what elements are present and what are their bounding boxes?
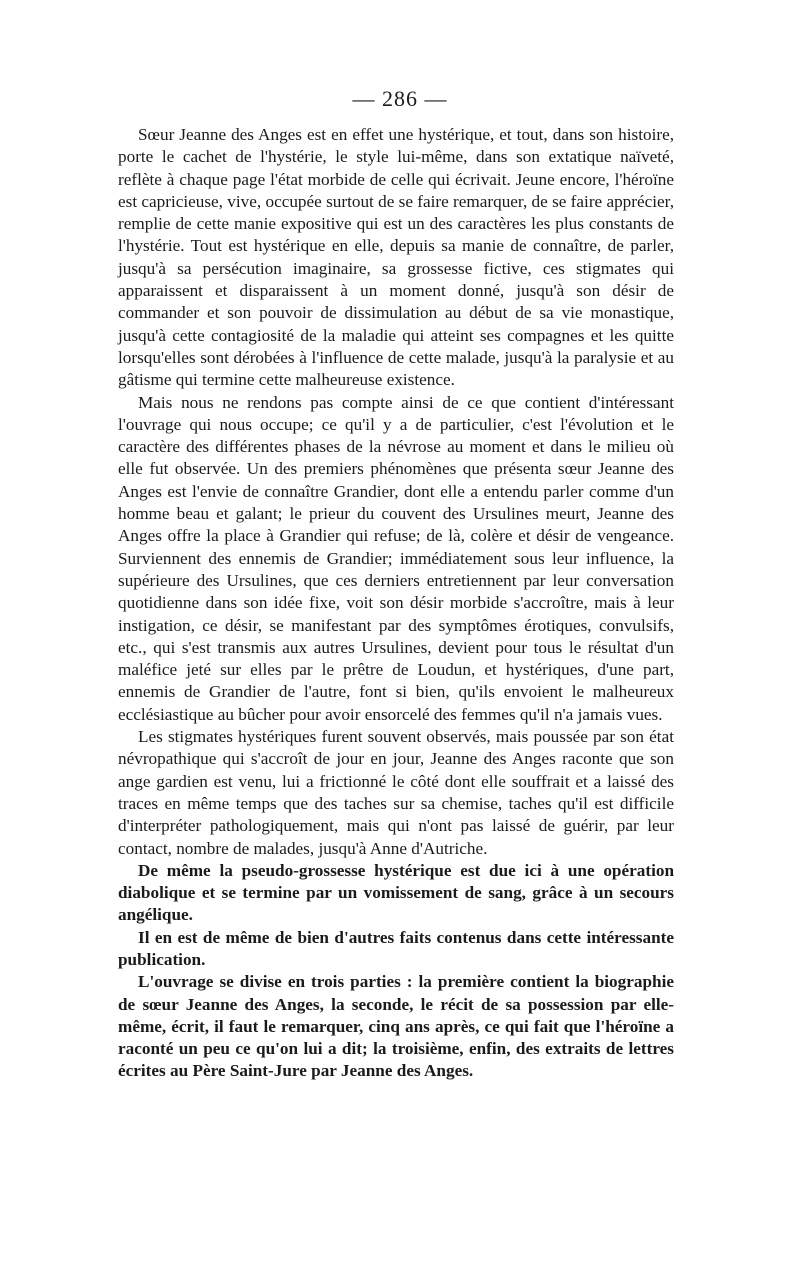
paragraph-3: Les stigmates hystériques furent souvent observés, mais poussée par son état névropathique qui s'accroît de jour en jour, Jeanne des Anges raconte que son ange gardien est venu, lui a frictionné le côté dont elle souffrait et a laissé des traces en même temps que des taches sur sa chemise, taches qu'il est difficile d'interpréter pathologiquement, mais qui n'ont pas laissé de guérir, par leur contact, nombre de malades, jusqu'à Anne d'Autriche. — [118, 727, 674, 858]
paragraph-2: Mais nous ne rendons pas compte ainsi de ce que contient d'intéressant l'ouvrage qui nous occupe; ce qu'il y a de particulier, c'est l'évolution et le caractère des différentes phases de la névrose au moment et dans le milieu où elle fut observée. Un des premiers phénomènes que présenta sœur Jeanne des Anges est l'envie de connaître Grandier, dont elle a entendu parler comme d'un homme beau et galant; le prieur du couvent des Ursulines meurt, Jeanne des Anges offre la place à Grandier qui refuse; de là, colère et désir de vengeance. Surviennent des ennemis de Grandier; immédiatement sous leur influence, la supérieure des Ursulines, que ces derniers entretiennent par leur conversation quotidienne dans son idée fixe, voit son désir morbide s'accroître, mais à leur instigation, ce désir, se manifestant par des symptômes érotiques, convulsifs, etc., qui s'est transmis aux autres Ursulines, devient pour tous le résultat d'un maléfice jeté sur elles par le prêtre de Loudun, et hystériques, d'une part, ennemis de Grandier de l'autre, font si bien, qu'ils envoient le malheureux ecclésiastique au bûcher pour avoir ensorcelé des femmes qu'il n'a jamais vues. — [118, 392, 674, 724]
paragraph-5: Il en est de même de bien d'autres faits contenus dans cette intéressante publication. — [118, 927, 674, 969]
body-text — [118, 124, 674, 1083]
paragraph-4: De même la pseudo-grossesse hystérique est due ici à une opération diabolique et se termine par un vomissement de sang, grâce à un secours angélique. — [118, 860, 674, 925]
page-number: — 286 — — [352, 86, 448, 111]
paragraph-6: L'ouvrage se divise en trois parties : la première contient la biographie de sœur Jeanne des Anges, la seconde, le récit de sa possession par elle-même, écrit, il faut le remarquer, cinq ans après, ce qui fait que l'héroïne a raconté un peu ce qu'on lui a dit; la troisième, enfin, des extraits de lettres écrites au Père Saint-Jure par Jeanne des Anges. — [118, 972, 674, 1081]
paragraph-1: Sœur Jeanne des Anges est en effet une hystérique, et tout, dans son histoire, porte le cachet de l'hystérie, le style lui-même, dans son extatique naïveté, reflète à chaque page l'état morbide de celle qui écrivait. Jeune encore, l'héroïne est capricieuse, vive, occupée surtout de se faire remarquer, de se faire apprécier, remplie de cette manie expositive qui est un des caractères les plus constants de l'hystérie. Tout est hystérique en elle, depuis sa manie de connaître, de parler, jusqu'à sa persécution imaginaire, sa grossesse fictive, ces stigmates qui apparaissent et disparaissent à un moment donné, jusqu'à son désir de commander et son pouvoir de dissimulation au début de sa vie monastique, jusqu'à cette contagiosité de la maladie qui atteint ses compagnes et les quitte lorsqu'elles sont dérobées à l'influence de cette malade, jusqu'à la paralysie et au gâtisme qui termine cette malheureuse existence. — [118, 125, 674, 390]
